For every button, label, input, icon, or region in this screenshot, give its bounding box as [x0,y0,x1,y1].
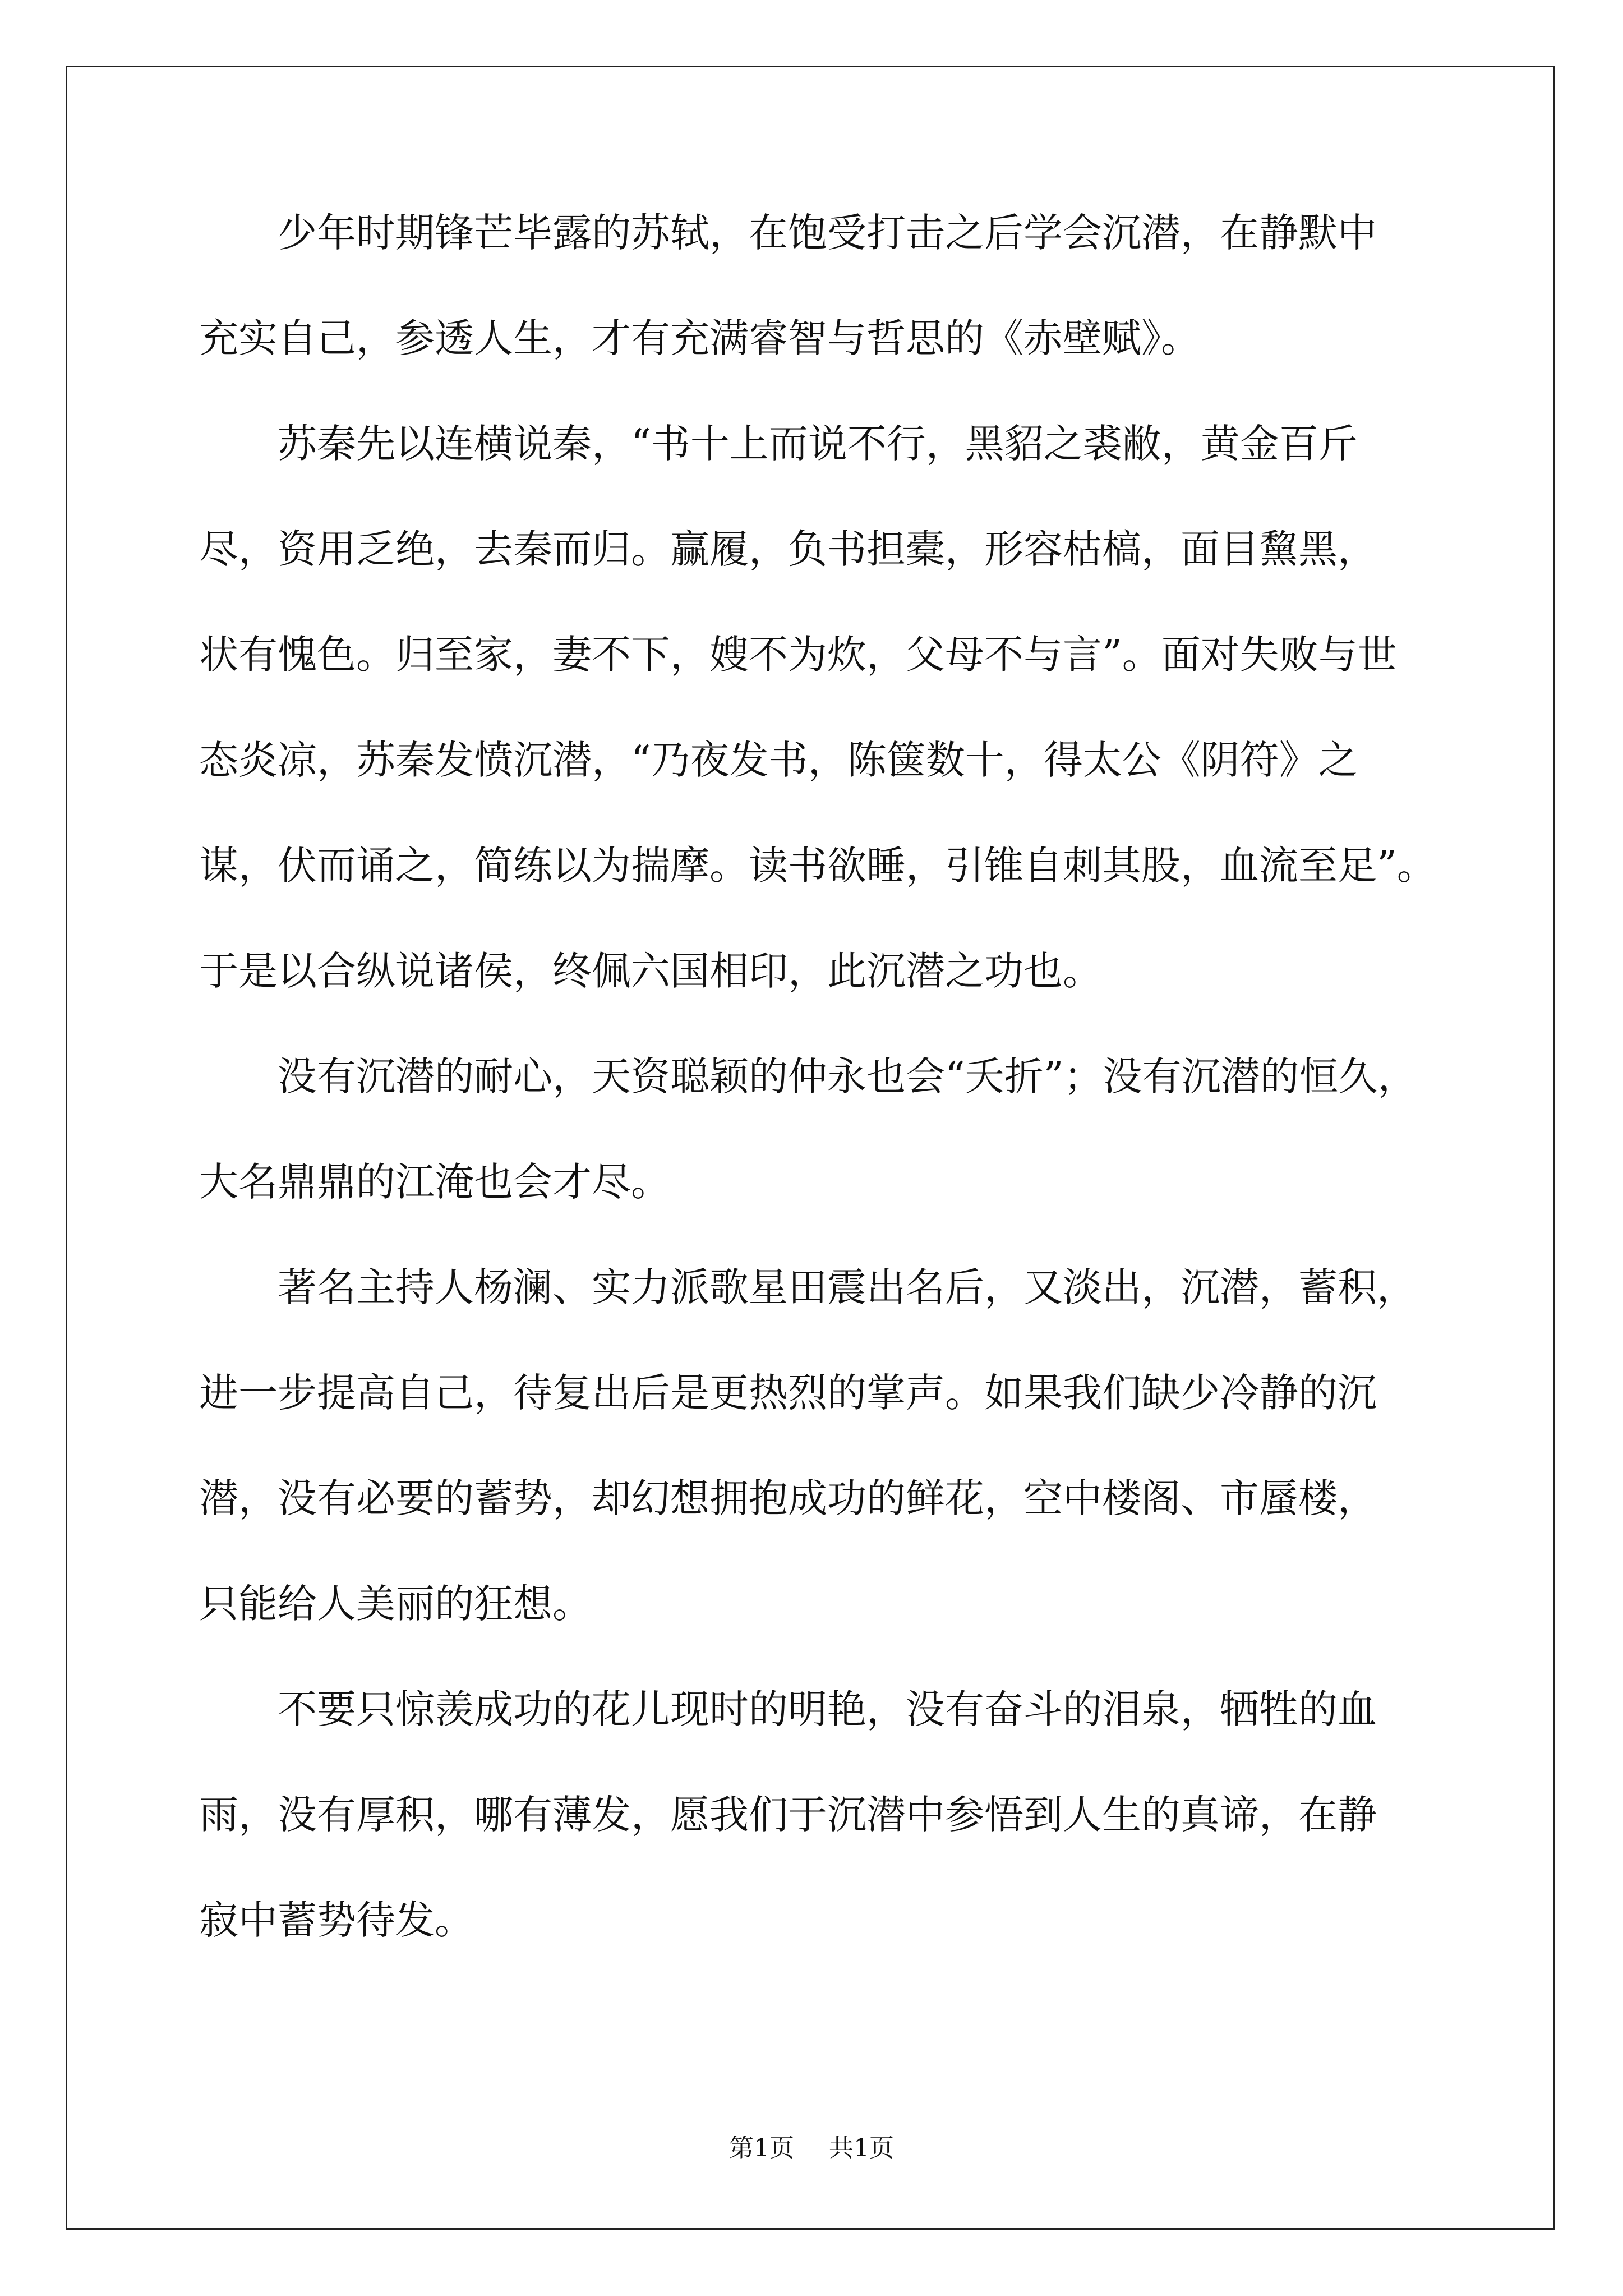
text-line: 没有沉潜的耐心，天资聪颖的仲永也会“夭折”；没有沉潜的恒久， [199,1053,1417,1099]
text-line: 谋，伏而诵之，简练以为揣摩。读书欲睡，引锥自刺其股，血流至足”。 [199,843,1436,889]
text-line: 只能给人美丽的狂想。 [199,1581,592,1627]
text-line: 不要只惊羡成功的花儿现时的明艳，没有奋斗的泪泉，牺牲的血 [199,1686,1377,1732]
text-line: 雨，没有厚积，哪有薄发，愿我们于沉潜中参悟到人生的真谛，在静 [199,1792,1377,1838]
text-line: 寂中蓄势待发。 [199,1897,474,1943]
text-line: 进一步提高自己，待复出后是更热烈的掌声。如果我们缺少冷静的沉 [199,1370,1377,1416]
page-total: 共1页 [829,2134,894,2162]
text-line: 大名鼎鼎的江淹也会才尽。 [199,1159,670,1205]
text-line: 态炎凉，苏秦发愤沉潜，“乃夜发书，陈箧数十，得太公《阴符》之 [199,737,1358,783]
page-number: 第1页 [729,2134,794,2162]
text-line: 潜，没有必要的蓄势，却幻想拥抱成功的鲜花，空中楼阁、市蜃楼， [199,1475,1377,1521]
text-line: 著名主持人杨澜、实力派歌星田震出名后，又淡出，沉潜，蓄积， [199,1264,1416,1310]
text-line: 于是以合纵说诸侯，终佩六国相印，此沉潜之功也。 [199,948,1102,994]
page-footer [0,2132,1623,2165]
text-line: 充实自己，参透人生，才有充满睿智与哲思的《赤壁赋》。 [199,315,1200,361]
text-line: 状有愧色。归至家，妻不下，嫂不为炊，父母不与言”。面对失败与世 [199,632,1397,678]
text-line: 少年时期锋芒毕露的苏轼，在饱受打击之后学会沉潜，在静默中 [199,210,1377,256]
text-line: 苏秦先以连横说秦，“书十上而说不行，黑貂之裘敝，黄金百斤 [199,421,1358,467]
text-line: 尽，资用乏绝，去秦而归。赢履，负书担橐，形容枯槁，面目黧黑， [199,526,1377,572]
